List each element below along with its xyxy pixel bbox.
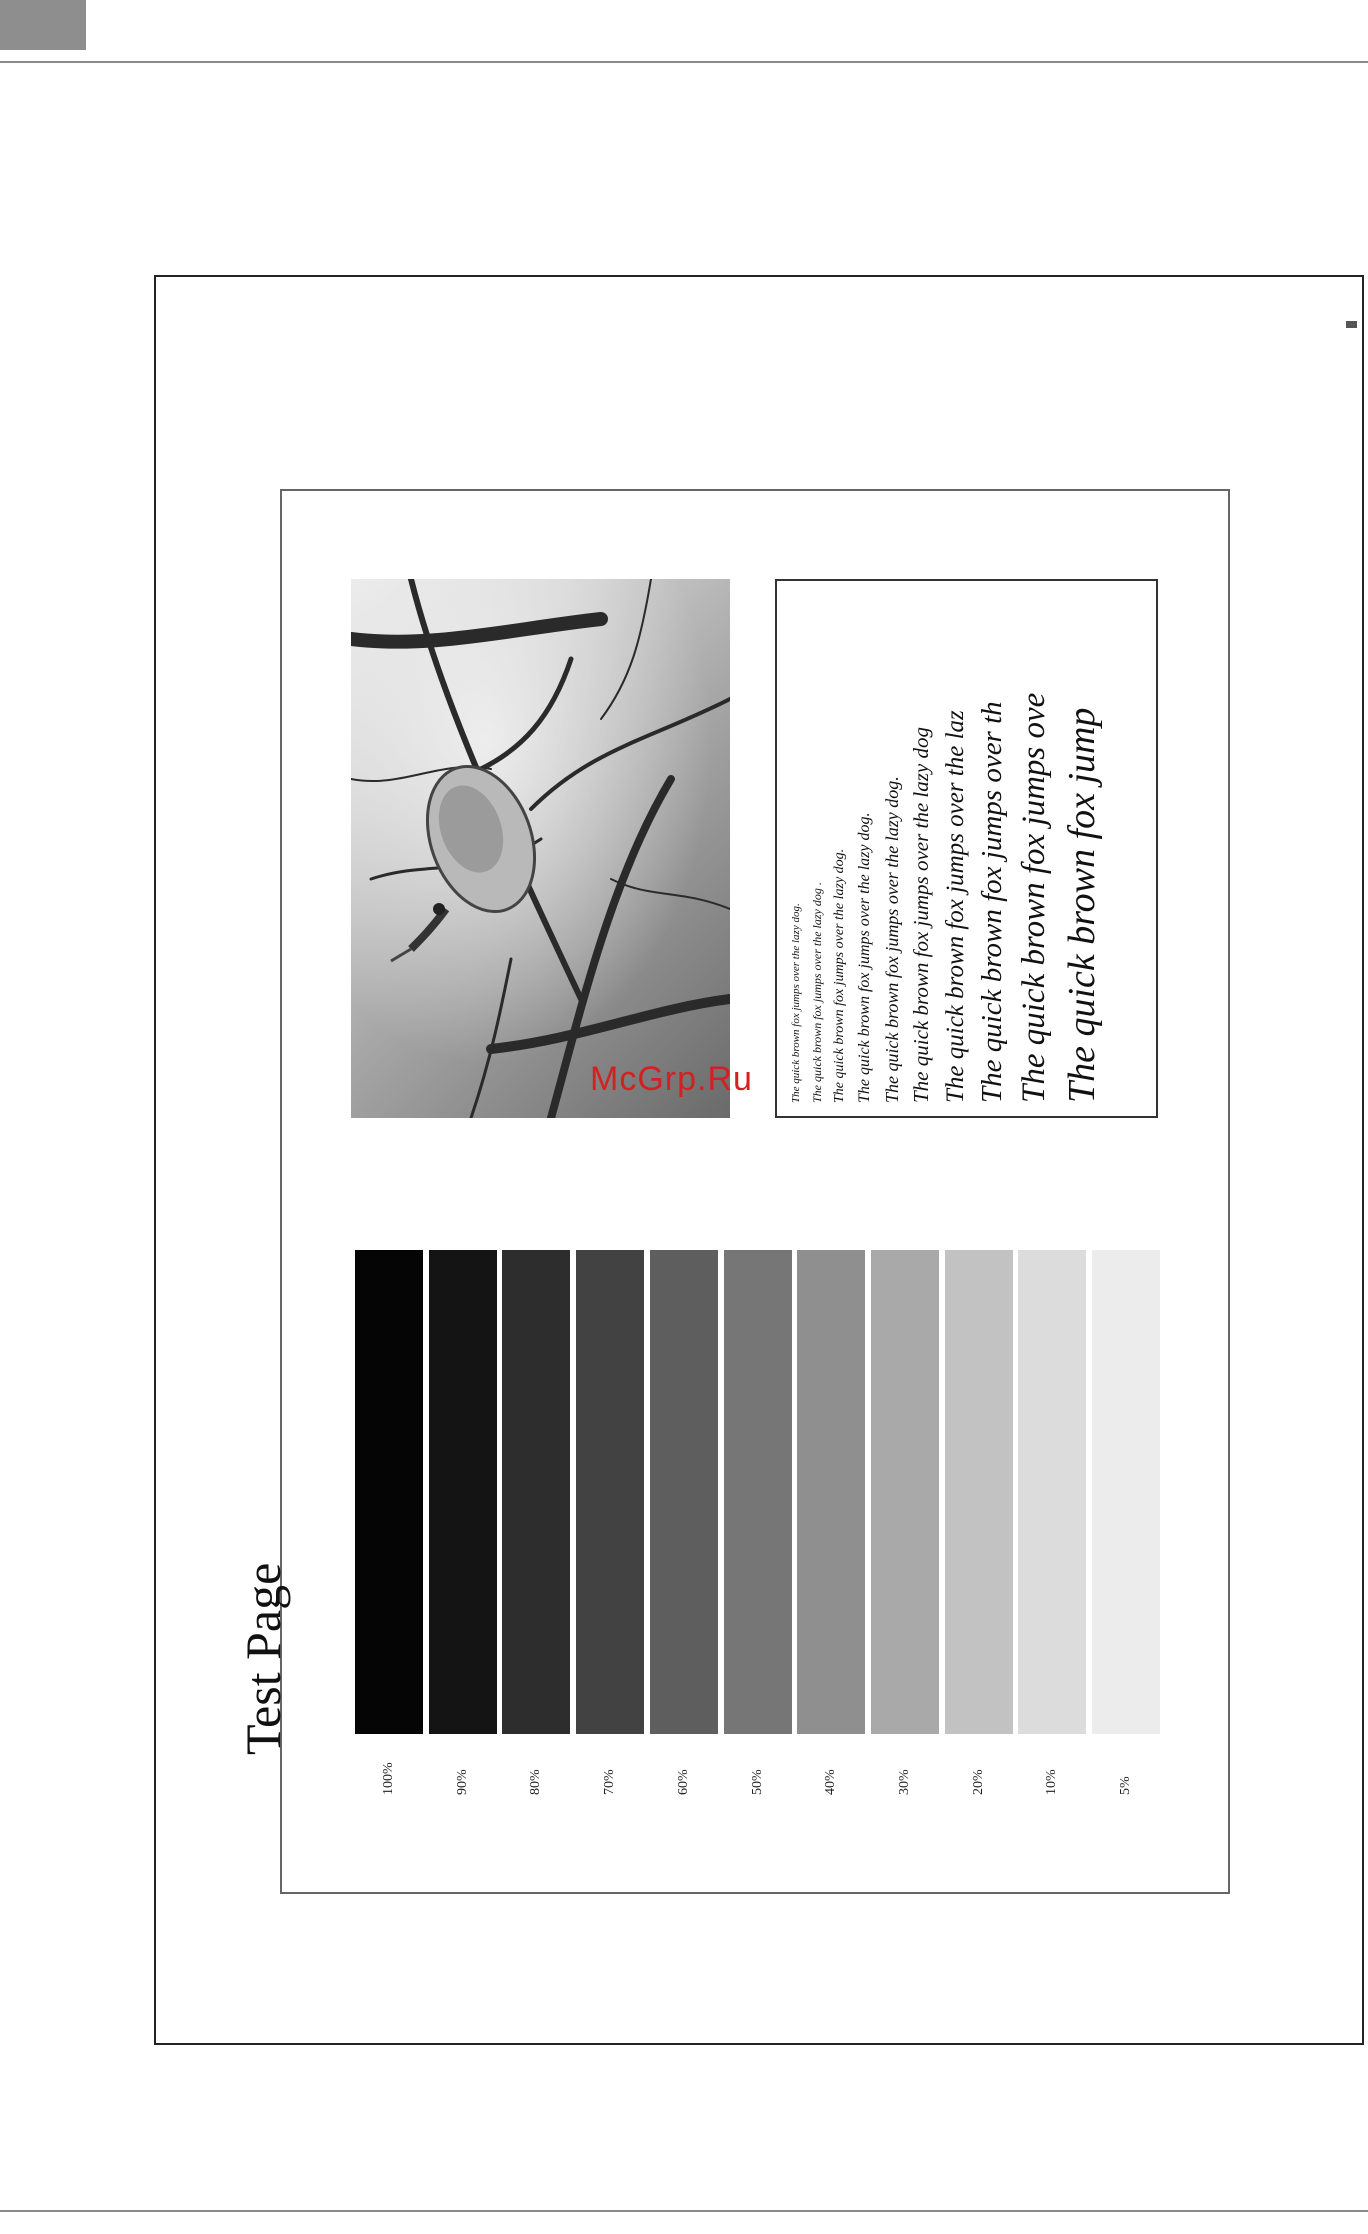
grayscale-label: 30% — [897, 1769, 912, 1795]
grayscale-bar-20 — [945, 1250, 1013, 1734]
sample-text-line: The quick brown fox jumps over the lazy dog. — [790, 903, 802, 1103]
page-tab — [0, 0, 86, 50]
sample-text-line: The quick brown fox jumps over th — [976, 701, 1008, 1103]
bird-photo — [351, 579, 730, 1118]
header-rule — [0, 61, 1368, 63]
sample-text-line: The quick brown fox jumps over the laz — [942, 710, 969, 1103]
grayscale-label: 40% — [823, 1769, 838, 1795]
sample-text-line: The quick brown fox jumps over the lazy dog . — [810, 882, 824, 1103]
sample-text-line: The quick brown fox jumps over the lazy dog. — [882, 776, 902, 1103]
grayscale-bar-10 — [1018, 1250, 1086, 1734]
grayscale-bar-80 — [502, 1250, 570, 1734]
grayscale-bar-30 — [871, 1250, 939, 1734]
grayscale-bar-70 — [576, 1250, 644, 1734]
grayscale-label: 5% — [1118, 1776, 1133, 1795]
grayscale-bar-5 — [1092, 1250, 1160, 1734]
grayscale-label: 50% — [750, 1769, 765, 1795]
sample-text-line: The quick brown fox jumps over the lazy dog. — [856, 812, 873, 1103]
grayscale-bar-60 — [650, 1250, 718, 1734]
grayscale-label: 90% — [455, 1769, 470, 1795]
grayscale-label: 70% — [602, 1769, 617, 1795]
grayscale-label: 100% — [381, 1762, 396, 1795]
grayscale-label: 10% — [1044, 1769, 1059, 1795]
grayscale-label: 80% — [528, 1769, 543, 1795]
grayscale-bar-100 — [355, 1250, 423, 1734]
grayscale-bar-40 — [797, 1250, 865, 1734]
sample-text-line: The quick brown fox jumps ove — [1016, 692, 1052, 1103]
sample-text-line: The quick brown fox jumps over the lazy dog. — [832, 848, 847, 1103]
grayscale-label: 20% — [971, 1769, 986, 1795]
corner-mark — [1346, 321, 1357, 328]
grayscale-label: 60% — [676, 1769, 691, 1795]
grayscale-bar-90 — [429, 1250, 497, 1734]
watermark-text: McGrp.Ru — [590, 1060, 753, 1098]
grayscale-bar-50 — [724, 1250, 792, 1734]
footer-rule — [0, 2210, 1368, 2212]
test-page-title: Test Page — [235, 1562, 291, 1755]
sample-text-line: The quick brown fox jump — [1061, 707, 1103, 1103]
sample-text-line: The quick brown fox jumps over the lazy dog — [909, 726, 933, 1103]
